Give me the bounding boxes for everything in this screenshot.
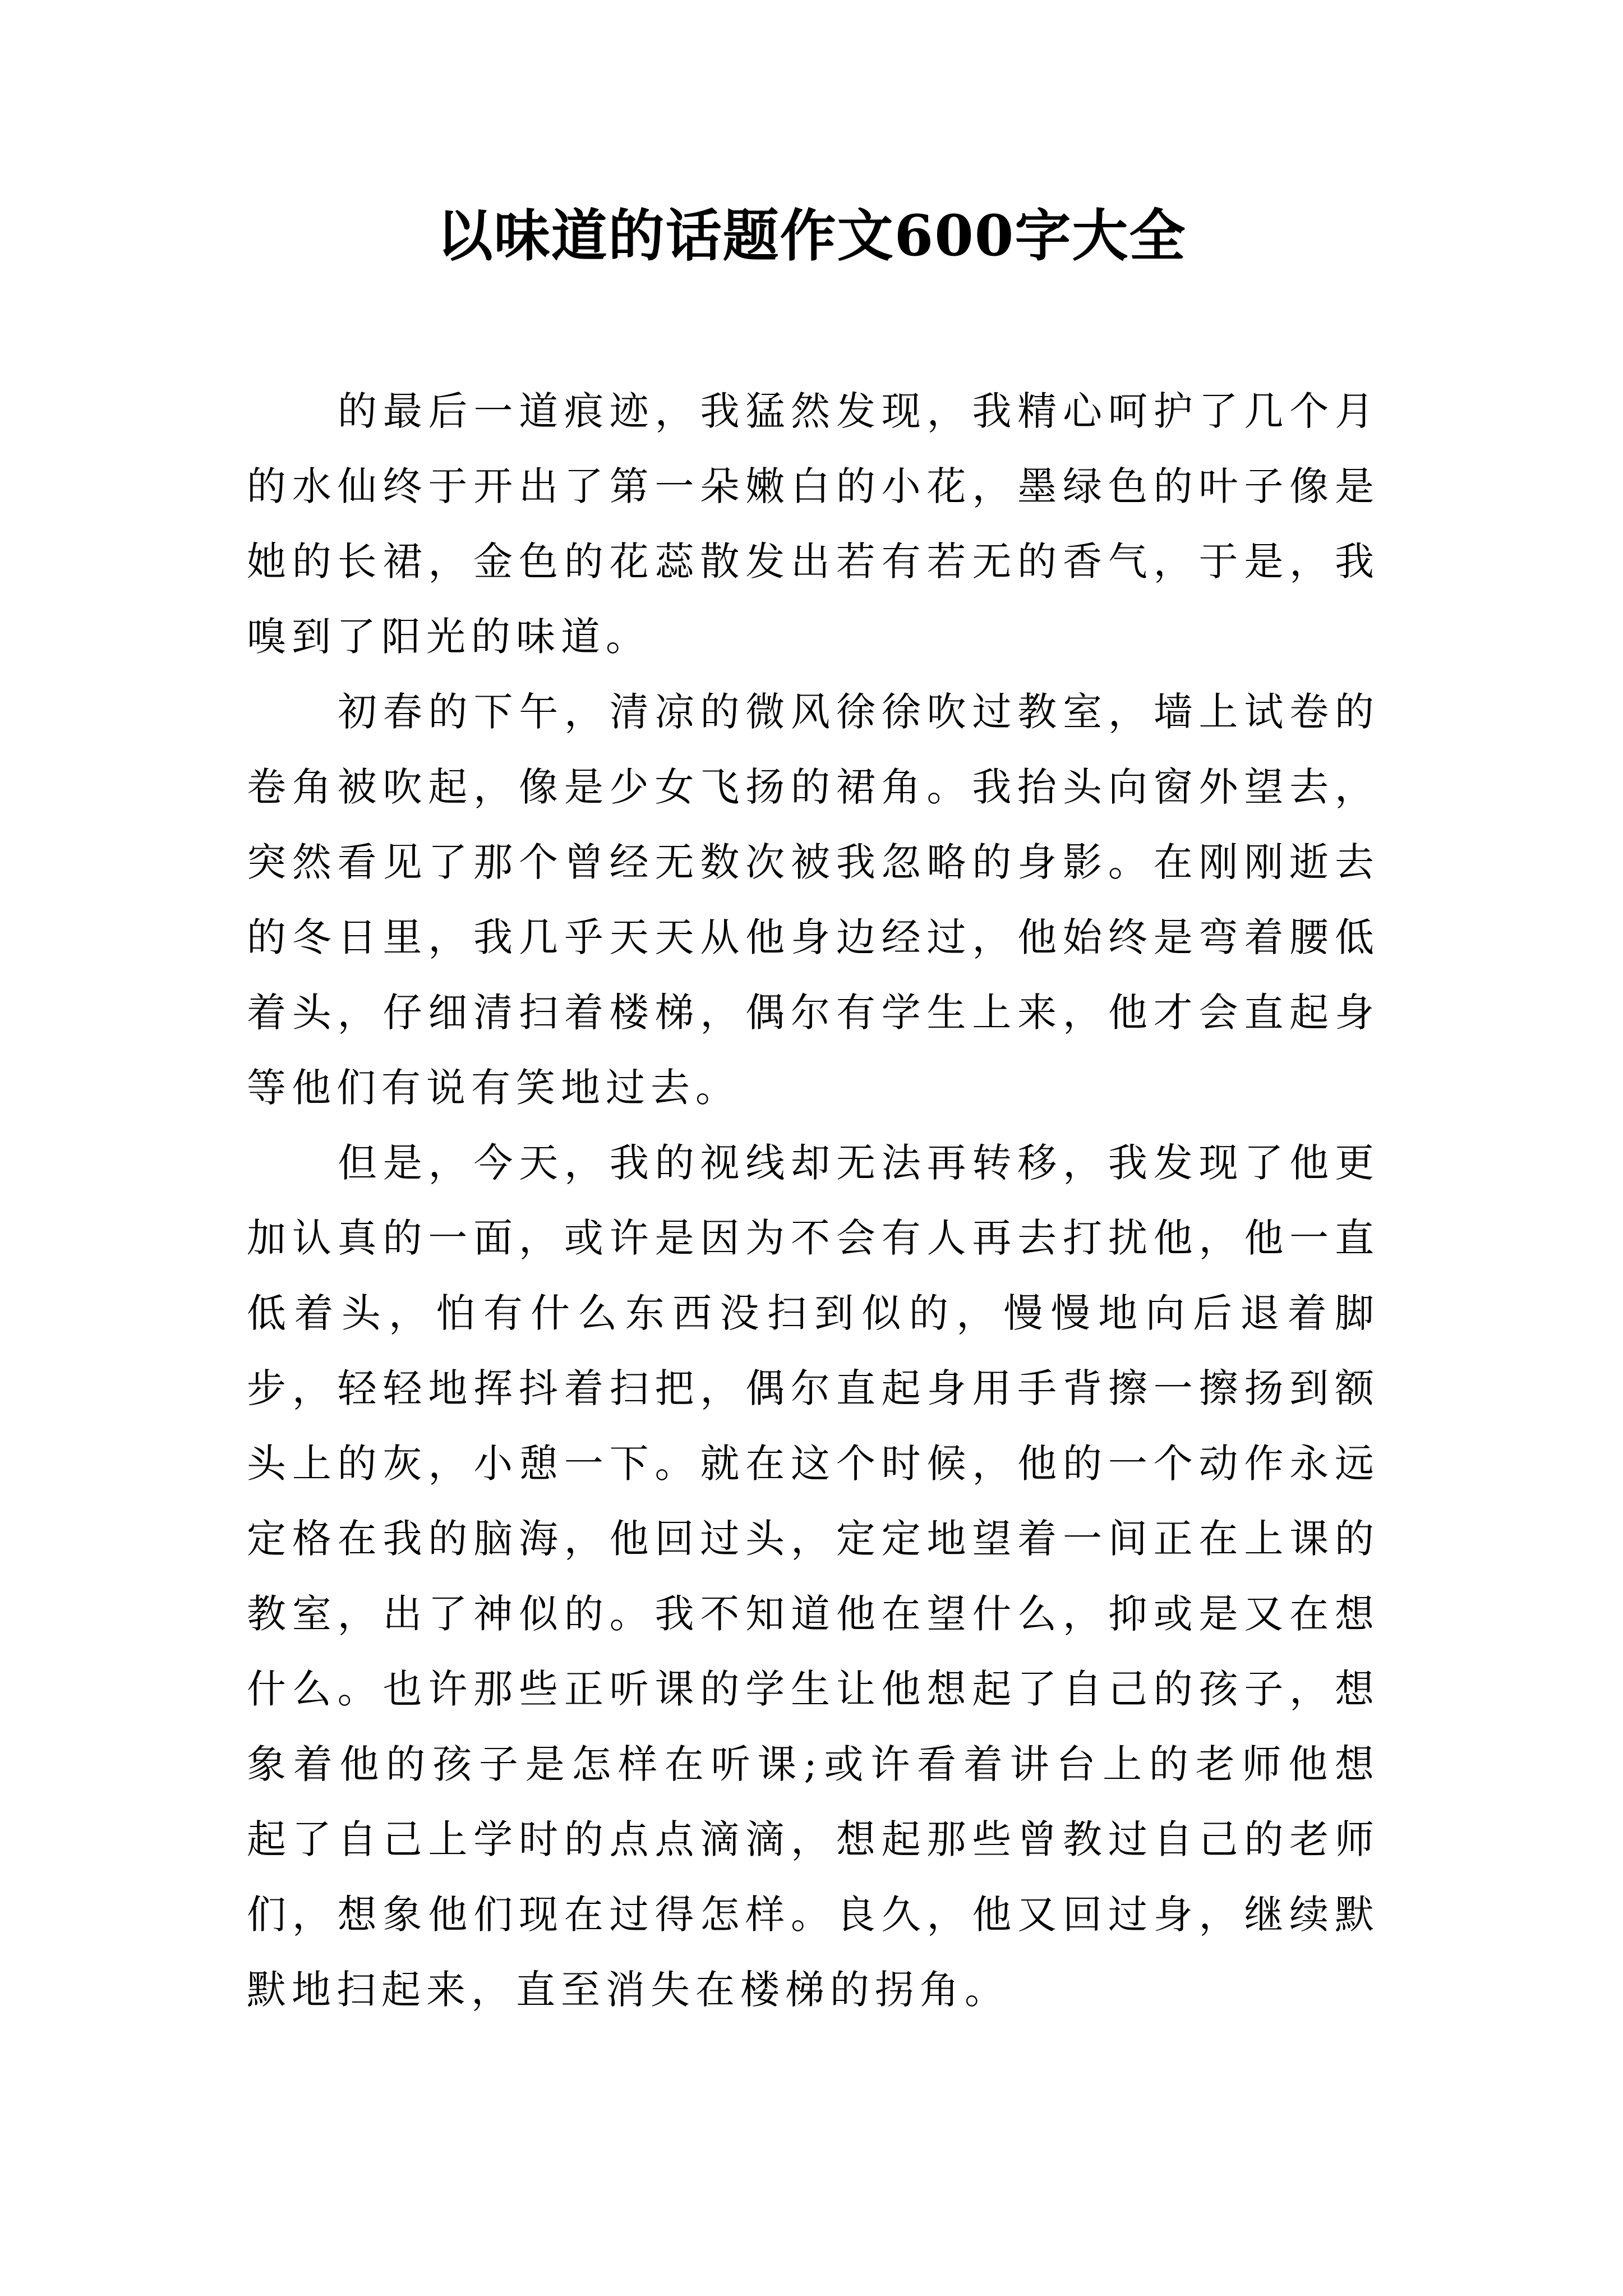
paragraph-2: 初春的下午，清凉的微风徐徐吹过教室，墙上试卷的卷角被吹起，像是少女飞扬的裙角。我抬头向窗外望去，突然看见了那个曾经无数次被我忽略的身影。在刚刚逝去的冬日里，我几乎天天从他身边经过，他始终是弯着腰低着头，仔细清扫着楼梯，偶尔有学生上来，他才会直起身等他们有说有笑地过去。 [247,689,1380,1111]
paragraph-3: 但是，今天，我的视线却无法再转移，我发现了他更加认真的一面，或许是因为不会有人再去打扰他，他一直低着头，怕有什么东西没扫到似的，慢慢地向后退着脚步，轻轻地挥抖着扫把，偶尔直起身用手背擦一擦扬到额头上的灰，小憩一下。就在这个时候，他的一个动作永远定格在我的脑海，他回过头，定定地望着一间正在上课的教室，出了神似的。我不知道他在望什么，抑或是又在想什么。也许那些正听课的学生让他想起了自己的孩子，想象着他的孩子是怎样在听课;或许看着讲台上的老师他想起了自己上学时的点点滴滴，想起那些曾教过自己的老师们，想象他们现在过得怎样。良久，他又回过身，继续默默地扫起来，直至消失在楼梯的拐角。 [247,1140,1380,2013]
document-body [247,374,1380,2027]
paragraph-1: 的最后一道痕迹，我猛然发现，我精心呵护了几个月的水仙终于开出了第一朵嫩白的小花，墨绿色的叶子像是她的长裙，金色的花蕊散发出若有若无的香气，于是，我嗅到了阳光的味道。 [247,388,1380,660]
document-title: 以味道的话题作文600字大全 [436,203,1187,269]
